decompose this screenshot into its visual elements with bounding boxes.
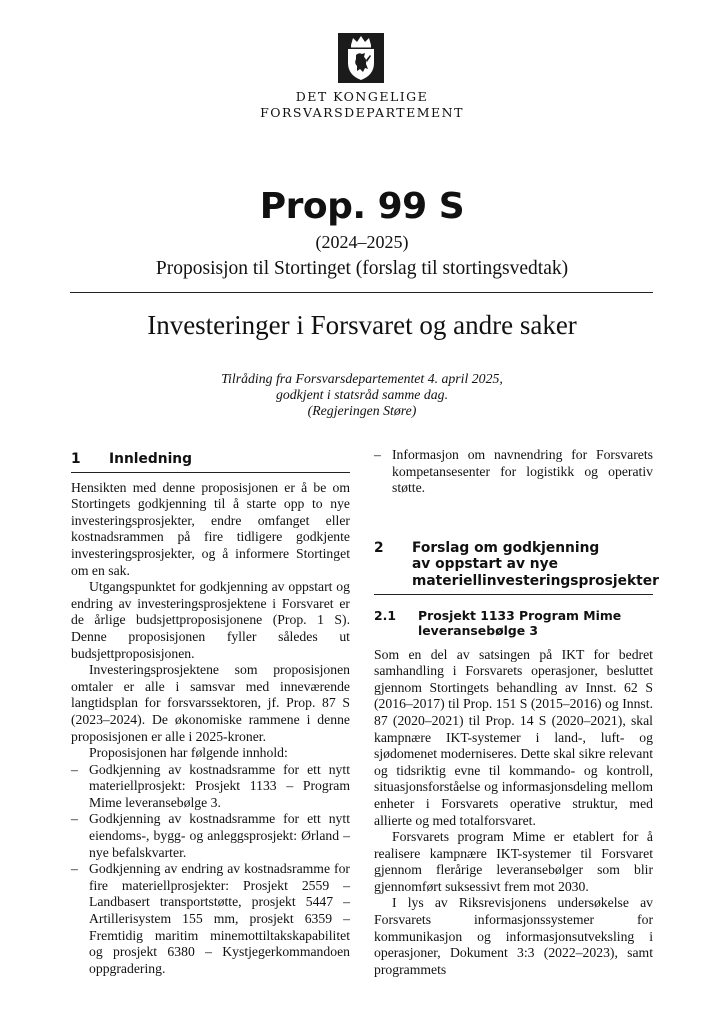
list-item: [374, 447, 653, 497]
dash-marker: –: [71, 761, 78, 777]
section-2-1-title-line1: Prosjekt 1133 Program Mime: [418, 607, 622, 623]
section-1-paragraph-3: Investeringsprosjektene som proposisjonen omtaler er alle i samsvar med inneværende langtidsplan for forsvarssektoren, jf. Prop. 87 S (2023–2024). De økonomiske rammene i denne proposisjonen er alle i 2025-kroner.: [71, 662, 350, 744]
coat-of-arms-logo: [338, 33, 384, 83]
proposition-subtitle: Proposisjon til Stortinget (forslag til stortingsvedtak): [155, 258, 569, 279]
section-2-title-line3: materiellinvesteringsprosjekter: [412, 572, 659, 589]
proposition-number: Prop. 99 S: [259, 186, 465, 227]
section-2-1-title-line2: leveransebølge 3: [418, 623, 539, 639]
tilraading-line3: (Regjeringen Støre): [307, 403, 417, 418]
list-item: [71, 861, 350, 977]
section-2-number: 2: [374, 539, 384, 556]
section-2-paragraph-1: Som en del av satsingen på IKT for bedret samhandling i Forsvarets operasjoner, besluttet gjennom Stortingets behandling av Innst. 62 S (2016–2017) til Prop. 151 S (2015–2016) og Innst. 87 (2020–2021) til Prop. 14 S (2020–2021), skal kampnære IKT-systemer i land-, luft- og sjødomenet moderniseres. Dette skal sikre relevant og tidsriktig evne til kommando- og kontroll, situasjonsforståelse og informasjonsdeling mellom enheter i Forsvarets operative struktur, med allierte og med totalforsvaret.: [374, 646, 653, 828]
section-1-heading: [71, 451, 350, 473]
list-item-text: Godkjenning av kostnadsramme for ett nytt materiellprosjekt: Prosjekt 1133 – Program Mime leveransebølge 3.: [89, 761, 350, 810]
tilraading-line1: Tilråding fra Forsvarsdepartementet 4. april 2025,: [221, 371, 503, 386]
section-1-paragraph-4: Proposisjonen har følgende innhold:: [89, 745, 288, 761]
list-item-text: Godkjenning av endring av kostnadsramme for fire materiellprosjekter: Prosjekt 2559 – Landbasert transportstøtte, prosjekt 5447 – Artillerisystem 155 mm, prosjekt 6359 – Fremtidig maritim minemottiltakskapabilitet og prosjekt 6380 – Kystjegerkommandoen oppgradering.: [89, 861, 350, 976]
dash-marker: –: [71, 811, 78, 827]
list-item: [71, 811, 350, 861]
section-1-number: 1: [71, 451, 81, 467]
document-title: Investeringer i Forsvaret og andre saker: [147, 310, 577, 340]
section-2-1-number: 2.1: [374, 607, 396, 623]
left-column: [71, 451, 350, 977]
title-divider: [70, 292, 653, 293]
section-1-title: Innledning: [109, 451, 192, 467]
right-column: [374, 447, 659, 978]
section-2-heading: [374, 539, 659, 595]
section-2-paragraph-2: Forsvarets program Mime er etablert for å realisere kampnære IKT-systemer til Forsvaret gjennom flerårige leveransebølger som blir gjennomført suksessivt frem mot 2030.: [374, 829, 653, 894]
tilraading-line2: godkjent i statsråd samme dag.: [275, 387, 449, 402]
section-1-paragraph-2: Utgangspunktet for godkjenning av oppstart og endring av investeringsprosjektene i Forsvaret er de årlige budsjettproposisjonene (Prop. 1 S). Denne proposisjonen fyller således ut budsjettproposisjonen.: [71, 579, 350, 661]
section-2-title-line1: Forslag om godkjenning: [412, 539, 600, 556]
session-years: (2024–2025): [315, 232, 409, 252]
section-1-paragraph-1: Hensikten med denne proposisjonen er å be om Stortingets godkjenning til å starte opp to nye investeringsprosjekter, endre omfanget eller kostnadsrammen på fire tidligere godkjente investeringsprosjekter, og å informere Stortinget om en sak.: [71, 479, 350, 578]
list-item-text: Informasjon om navnendring for Forsvarets kompetansesenter for logistikk og operativ støtte.: [392, 447, 653, 496]
department-name-line2: FORSVARSDEPARTEMENT: [260, 105, 464, 120]
dash-marker: –: [71, 861, 78, 877]
department-name-line1: DET KONGELIGE: [295, 89, 429, 104]
section-2-title-line2: av oppstart av nye: [412, 556, 558, 573]
section-2-1-heading: [374, 608, 653, 639]
list-item: [71, 762, 350, 812]
list-item-text: Godkjenning av kostnadsramme for ett nytt eiendoms-, bygg- og anleggsprosjekt: Ørland – nye befalskvarter.: [89, 811, 350, 860]
dash-marker: –: [374, 447, 381, 462]
section-2-paragraph-3: I lys av Riksrevisjonens undersøkelse av Forsvarets informasjonssystemer for kommunikasjon og informasjonsutveksling i operasjoner, Dokument 3:3 (2022–2023), samt programmets: [374, 895, 653, 977]
